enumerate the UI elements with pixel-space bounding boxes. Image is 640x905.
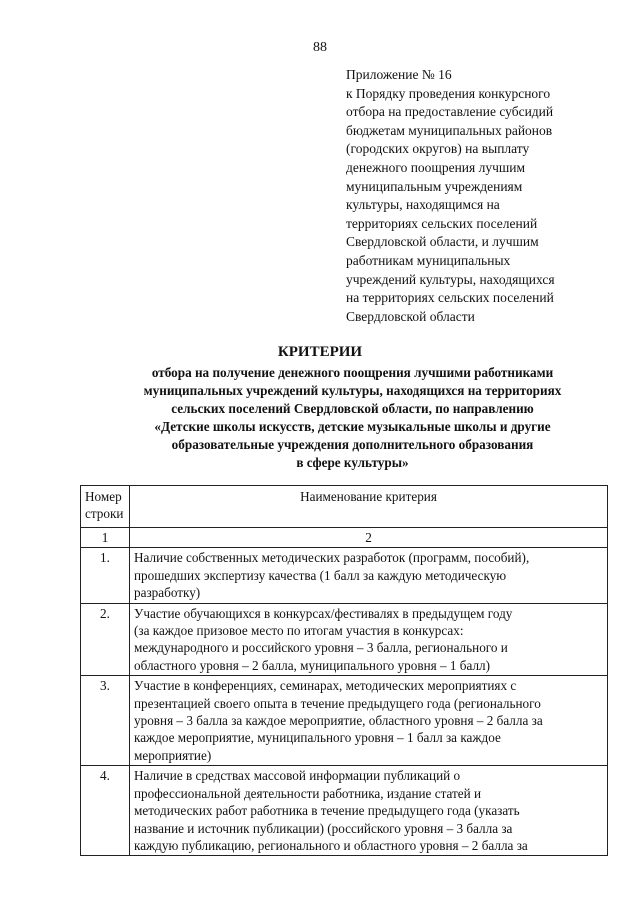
appendix-line: отбора на предоставление субсидий (346, 104, 554, 120)
criterion-line: уровня – 3 балла за каждое мероприятие, областного уровня – 2 балла за (134, 713, 543, 729)
appendix-line: учреждений культуры, находящихся (346, 271, 555, 287)
criterion-line: прошедших экспертизу качества (1 балл за каждую методическую (134, 567, 507, 583)
index-name-cell: 2 (130, 528, 608, 548)
appendix-line: территориях сельских поселений (346, 215, 538, 231)
header-number-cell (81, 486, 130, 528)
appendix-line: к Порядку проведения конкурсного (346, 85, 551, 101)
criteria-title: КРИТЕРИИ (277, 344, 363, 360)
appendix-line: культуры, находящимся на (346, 197, 500, 213)
criterion-line: областного уровня – 2 балла, муниципального уровня – 1 балл) (134, 657, 490, 673)
subtitle-line: сельских поселений Свердловской области, по направлению (171, 401, 534, 416)
criterion-line: разработку) (134, 585, 201, 601)
subtitle-line: отбора на получение денежного поощрения лучшими работниками (151, 365, 554, 380)
header-name-cell: Наименование критерия (130, 486, 608, 528)
appendix-line: Приложение № 16 (346, 67, 452, 82)
criterion-line: Участие обучающихся в конкурсах/фестивалях в предыдущем году (134, 605, 513, 621)
criterion-line: (за каждое призовое место по итогам участия в конкурсах: (134, 623, 464, 639)
appendix-line: Свердловской области, и лучшим (346, 234, 539, 250)
criterion-line: каждую публикацию, регионального и областного уровня – 2 балла за (134, 837, 528, 853)
criterion-line: название и источник публикации) (российского уровня – 3 балла за (134, 820, 513, 836)
table-row (81, 766, 608, 856)
criterion-line: мероприятие) (134, 747, 212, 763)
table-index-row (81, 528, 608, 548)
header-number-line: Номер (85, 489, 122, 504)
criteria-subtitle (80, 364, 625, 472)
appendix-line: работникам муниципальных (346, 252, 511, 268)
appendix-line: денежного поощрения лучшим (346, 159, 526, 175)
row-number: 2. (81, 603, 130, 676)
subtitle-line: «Детские школы искусств, детские музыкальные школы и другие (154, 419, 551, 434)
criterion-line: профессиональной деятельности работника, издание статей и (134, 785, 482, 801)
row-criterion (130, 548, 608, 603)
appendix-line: бюджетам муниципальных районов (346, 122, 553, 138)
criterion-line: Наличие в средствах массовой информации публикаций о (134, 768, 461, 784)
table-row (81, 676, 608, 766)
row-number: 4. (81, 766, 130, 856)
appendix-line: (городских округов) на выплату (346, 141, 530, 157)
appendix-line: Свердловской области (346, 308, 475, 324)
header-number-line: строки (85, 506, 124, 522)
row-number: 1. (81, 548, 130, 603)
subtitle-line: в сфере культуры» (296, 455, 409, 470)
row-criterion (130, 603, 608, 676)
subtitle-line: муниципальных учреждений культуры, находящихся на территориях (143, 383, 562, 398)
criterion-line: каждое мероприятие, муниципального уровня – 1 балл за каждое (134, 730, 501, 746)
appendix-line: муниципальным учреждениям (346, 178, 523, 194)
table-row (81, 603, 608, 676)
appendix-line: на территориях сельских поселений (346, 290, 554, 306)
criterion-line: Наличие собственных методических разработок (программ, пособий), (134, 550, 530, 566)
criteria-table (80, 485, 608, 856)
criterion-line: презентацией своего опыта в течение предыдущего года (регионального (134, 695, 541, 711)
subtitle-line: образовательные учреждения дополнительного образования (171, 437, 534, 452)
table-row (81, 548, 608, 603)
row-criterion (130, 676, 608, 766)
page-number: 88 (313, 40, 327, 55)
criterion-line: международного и российского уровня – 3 балла, регионального и (134, 640, 508, 656)
criterion-line: Участие в конференциях, семинарах, методических мероприятиях с (134, 678, 517, 694)
criterion-line: методических работ работника в течение предыдущего года (указать (134, 803, 520, 819)
row-criterion (130, 766, 608, 856)
index-number-cell: 1 (81, 528, 130, 548)
row-number: 3. (81, 676, 130, 766)
table-header-row (81, 486, 608, 528)
appendix-note (346, 66, 616, 326)
